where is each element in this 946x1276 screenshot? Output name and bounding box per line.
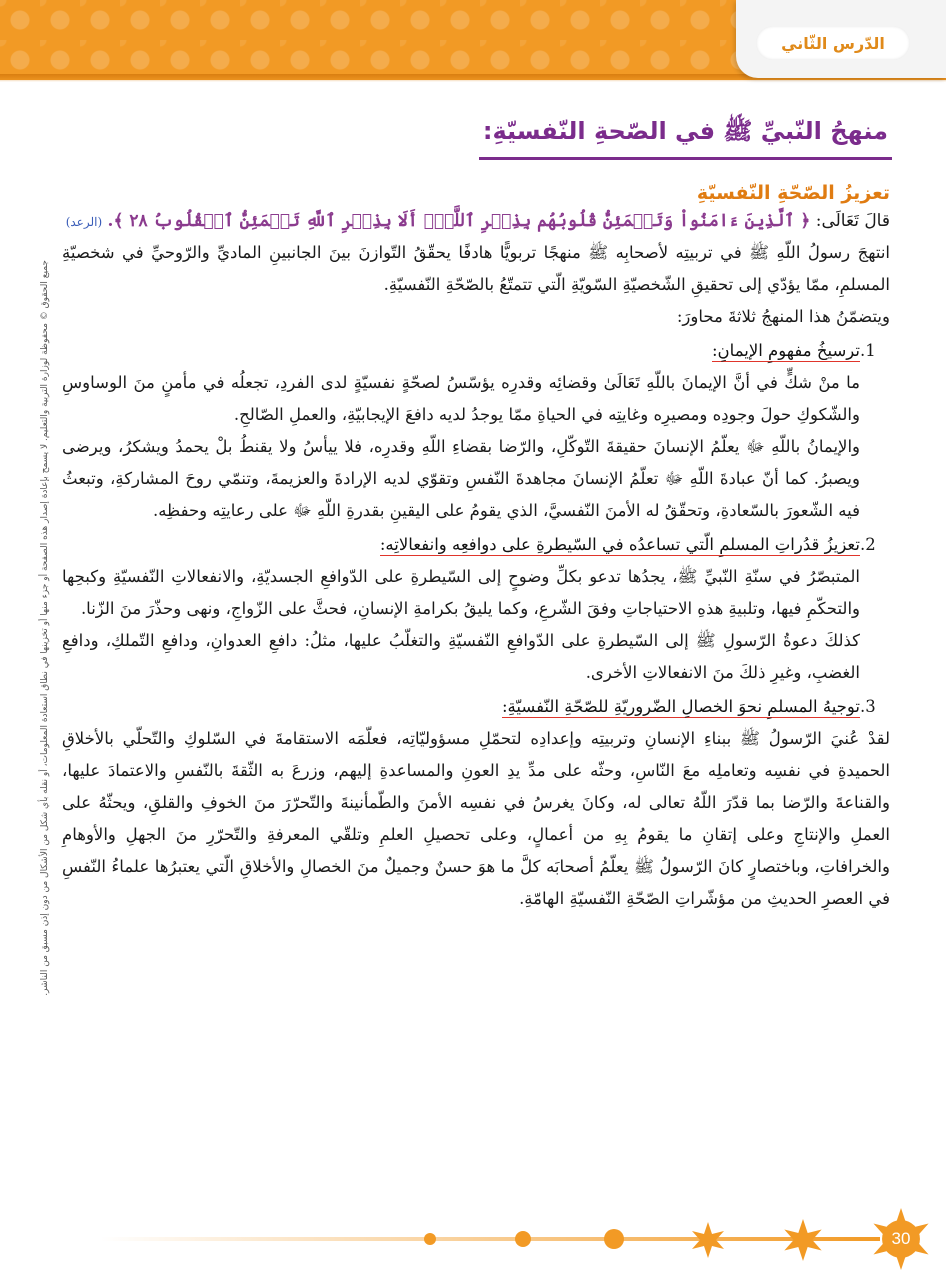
item-paragraph: ما منْ شكٍّ في أنَّ الإيمانَ باللّهِ تَعَالَىٰ وقضائِه وقدرِه يؤسّسُ لصحّةٍ نفسيّةٍ لدى الفردِ، تجعلُه في مأمنٍ منَ الوساوسِ والشّكوكِ حولَ وجودِه ومصيرِه وغايتِه في الحياةِ ممّا يوجدُ لديه دافعَ الإيجابيّةِ، والعملِ الصّالحِ. (62, 373, 860, 424)
item-number: 3. (860, 697, 876, 716)
item-title: تعزيزُ قدُراتِ المسلمِ الّتي تساعدُه في السّيطرةِ على دوافعِه وانفعالاتِه: (379, 535, 860, 554)
footer-dot (424, 1233, 436, 1245)
verse-reference: (الرعد) (65, 215, 103, 229)
intro-paragraph: انتهجَ رسولُ اللّهِ ﷺ في تربيتِه لأصحابِه ﷺ منهجًا تربويًّا هادفًا يحقّقُ التّوازنَ بينَ الجانبينِ الماديِّ والرّوحيِّ في شخصيّةِ المسلمِ، ممّا يؤدّي إلى تحقيقِ الشّخصيّةِ السّويّةِ الّتي تتمتّعُ بالصّحّةِ النّفسيّةِ. (62, 243, 890, 294)
list-item (62, 529, 890, 561)
page-number: 30 (891, 1229, 911, 1248)
item-paragraph: والإيمانُ باللّهِ ﷻ يعلّمُ الإنسانَ حقيقةَ التّوكّلِ، والرّضا بقضاءِ اللّهِ وقدرِه، فلا ييأسُ ولا يقنطُ بلْ يحمدُ ويشكرُ، ويرضى ويصبرُ. كما أنّ عبادةَ اللّهِ ﷻ تعلّمُ الإنسانَ مجاهدةَ النّفسِ وتقوّي لديه الإرادةَ والعزيمةَ، وتنمّي روحَ المشاركةِ، وتبعثُ فيه الشّعورَ بالسّعادةِ، وتحقّقُ له الأمنَ النّفسيَّ، الذي يقومُ على اليقينِ بقدرةِ اللّهِ ﷻ على رعايتِه وحفظِه. (62, 437, 860, 520)
item-number: 2. (860, 535, 876, 554)
quran-verse (62, 206, 890, 237)
lesson-content (62, 114, 890, 915)
item-paragraph: كذلكَ دعوةُ الرّسولِ ﷺ إلى السّيطرةِ على الدّوافعِ النّفسيّةِ والتغلّبُ عليها، مثلُ: دافعِ العدوانِ، ودافعِ التّملكِ، ودافعِ الغضبِ، وغيرِ ذلكَ منَ الانفعالاتِ الأخرى. (62, 631, 860, 682)
footer-burst (690, 1222, 726, 1258)
verse-text: ﴿ ٱلَّذِينَ ءَامَنُواْ وَتَطۡمَئِنُّ قُلُوبُهُم بِذِكۡرِ ٱللَّهِۗ أَلَا بِذِكۡرِ ٱللَّهِ تَطۡمَئِنُّ ٱلۡقُلُوبُ ٢٨ ﴾. (107, 211, 811, 231)
item-number: 1. (860, 341, 876, 360)
footer-dot (604, 1229, 624, 1249)
list-item (62, 335, 890, 367)
item-title: ترسيخُ مفهومِ الإيمانِ: (711, 341, 860, 360)
list-item (62, 691, 890, 723)
page-title: منهجُ النّبيِّ ﷺ في الصّحةِ النّفسيّةِ: (479, 114, 892, 160)
item-paragraph: لقدْ عُنيَ الرّسولُ ﷺ ببناءِ الإنسانِ وتربيتِه وإعدادِه لتحمّلِ مسؤوليّاتِه، فعلّمَه الاستقامةَ في السّلوكِ والتّحلّي بالأخلاقِ الحميدةِ في نفسِه وتعاملِه معَ النّاسِ، وحثّه على مدِّ يدِ العونِ والمساعدةِ إليهم، وزرعَ به الثّقةَ بالنّفسِ والاعتمادَ عليها، والقناعةَ والرّضا بما قدّرَ اللّهُ تعالى له، وكانَ يغرسُ في نفسِه الأمنَ والطّمأنينةَ والتّحرّرَ منَ الخوفِ والقلقِ، ويحثّهُ على العملِ والإنتاجِ وعلى إتقانِ ما يقومُ بِهِ من أعمالٍ، وعلى تحصيلِ العلمِ وتلقّي المعرفةِ والتّحرّرِ منَ الجهلِ والأوهامِ والخرافاتِ، وباختصارٍ كانَ الرّسولُ ﷺ يعلّمُ أصحابَه كلَّ ما هوَ حسنٌ وجميلٌ منَ الخصالِ والأخلاقِ الّتي يعتبرُها علماءُ النّفسِ في العصرِ الحديثِ من مؤشّراتِ الصّحّةِ النّفسيّةِ الهامّةِ. (62, 729, 890, 908)
item-paragraph: المتبصّرُ في سنّةِ النّبيِّ ﷺ، يجدُها تدعو بكلِّ وضوحٍ إلى السّيطرةِ على الدّوافعِ الجسديّةِ، والانفعالاتِ النّفسيّةِ وكبحِها والتحكّمِ فيها، وتلبيةِ هذهِ الاحتياجاتِ وفقَ الشّرعِ، وكما يليقُ بكرامةِ الإنسانِ، فحثَّ على الزّواجِ، ونهى وحذّرَ منَ الزّنا. (62, 567, 860, 618)
footer-line (100, 1237, 880, 1241)
lesson-tab (736, 0, 946, 78)
verse-intro: قالَ تَعَالَى: (815, 211, 890, 231)
footer-dot (515, 1231, 531, 1247)
section-title: تعزيزُ الصّحّةِ النّفسيّةِ (696, 182, 890, 204)
lesson-label: الدّرس الثّاني (756, 26, 910, 60)
axes-intro: ويتضمّنُ هذا المنهجُ ثلاثةَ محاورَ: (676, 307, 890, 326)
copyright-notice: جميع الحقوق © محفوظة لوزارة التربية والتعليم. لا يسمح بإعادة إصدار هذه الصفحة أو جزء منها أو تخزينها في نطاق استعادة المعلومات، أو نقله بأي شكل من الأشكال من دون إذن مسبق من الناشر. (40, 260, 50, 996)
item-title: توجيهُ المسلمِ نحوَ الخصالِ الضّروريّةِ للصّحّةِ النّفسيّةِ: (501, 697, 860, 716)
footer-burst (782, 1219, 824, 1261)
